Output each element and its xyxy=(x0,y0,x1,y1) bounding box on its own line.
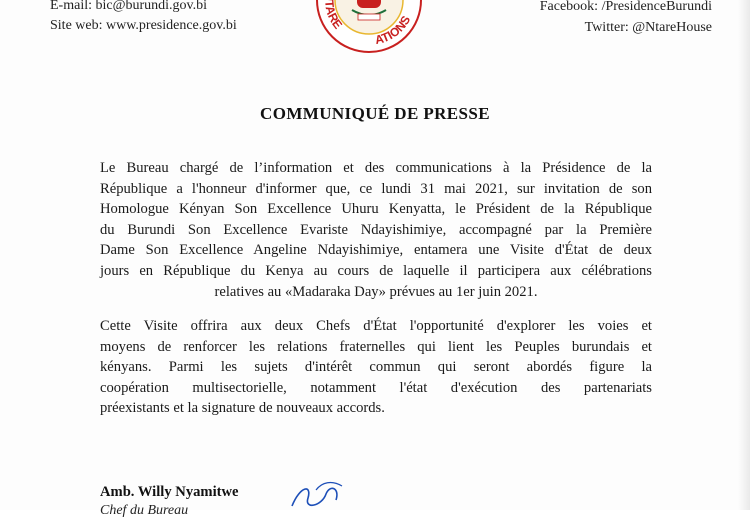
paragraph-1-line: du Burundi Son Excellence Evariste Ndayishimiye, accompagné par la Première xyxy=(100,221,652,238)
seal-text-left: TARE xyxy=(322,0,346,32)
facebook-line: Facebook: /PresidenceBurundi xyxy=(539,0,712,14)
paragraph-2-line: kényans. Parmi les sujets d'intérêt commun qui seront abordés figure la xyxy=(100,359,652,376)
paragraph-1-line: jours en République du Kenya au cours de laquelle il participera aux célébrations xyxy=(100,262,652,279)
signer-title: Chef du Bureau xyxy=(100,503,189,518)
paragraph-1-line: Le Bureau chargé de l’information et des communications à la Présidence de la xyxy=(100,160,652,176)
document-title: COMMUNIQUÉ DE PRESSE xyxy=(260,104,490,123)
paragraph-2 xyxy=(100,316,652,419)
paragraph-2-line: coopération multisectorielle, notamment l'état d'exécution des partenariats xyxy=(100,379,652,396)
signer-name: Amb. Willy Nyamitwe xyxy=(100,484,239,500)
paragraph-1-line: Homologue Kényan Son Excellence Uhuru Kenyatta, le Président de la République xyxy=(100,201,652,218)
paragraph-1-line: relatives au «Madaraka Day» prévues au 1er juin 2021. xyxy=(214,283,538,300)
website-line: Site web: www.presidence.gov.bi xyxy=(50,18,237,33)
paragraph-1-line: République a l'honneur d'informer que, ce lundi 31 mai 2021, sur invitation de son xyxy=(100,180,652,197)
contact-right-block xyxy=(540,0,712,38)
contact-left-block xyxy=(50,0,237,36)
twitter-line: Twitter: @NtareHouse xyxy=(584,20,712,35)
email-line: E-mail: bic@burundi.gov.bi xyxy=(50,0,208,13)
paragraph-1 xyxy=(100,158,652,302)
paragraph-2-line: Cette Visite offrira aux deux Chefs d'État l'opportunité d'explorer les voies et xyxy=(100,318,652,334)
paragraph-2-line: préexistants et la signature de nouveaux accords. xyxy=(100,400,385,417)
paragraph-2-line: moyens de renforcer les relations fraternelles qui lient les Peuples burundais et xyxy=(100,338,652,355)
seal-text-right: ATIONS xyxy=(373,13,414,48)
handwritten-signature xyxy=(286,476,346,516)
paragraph-1-line: Dame Son Excellence Angeline Ndayishimiye, entamera une Visite d'État de deux xyxy=(100,242,652,259)
presidential-seal-logo xyxy=(308,0,430,56)
page-edge-shadow xyxy=(738,0,750,510)
